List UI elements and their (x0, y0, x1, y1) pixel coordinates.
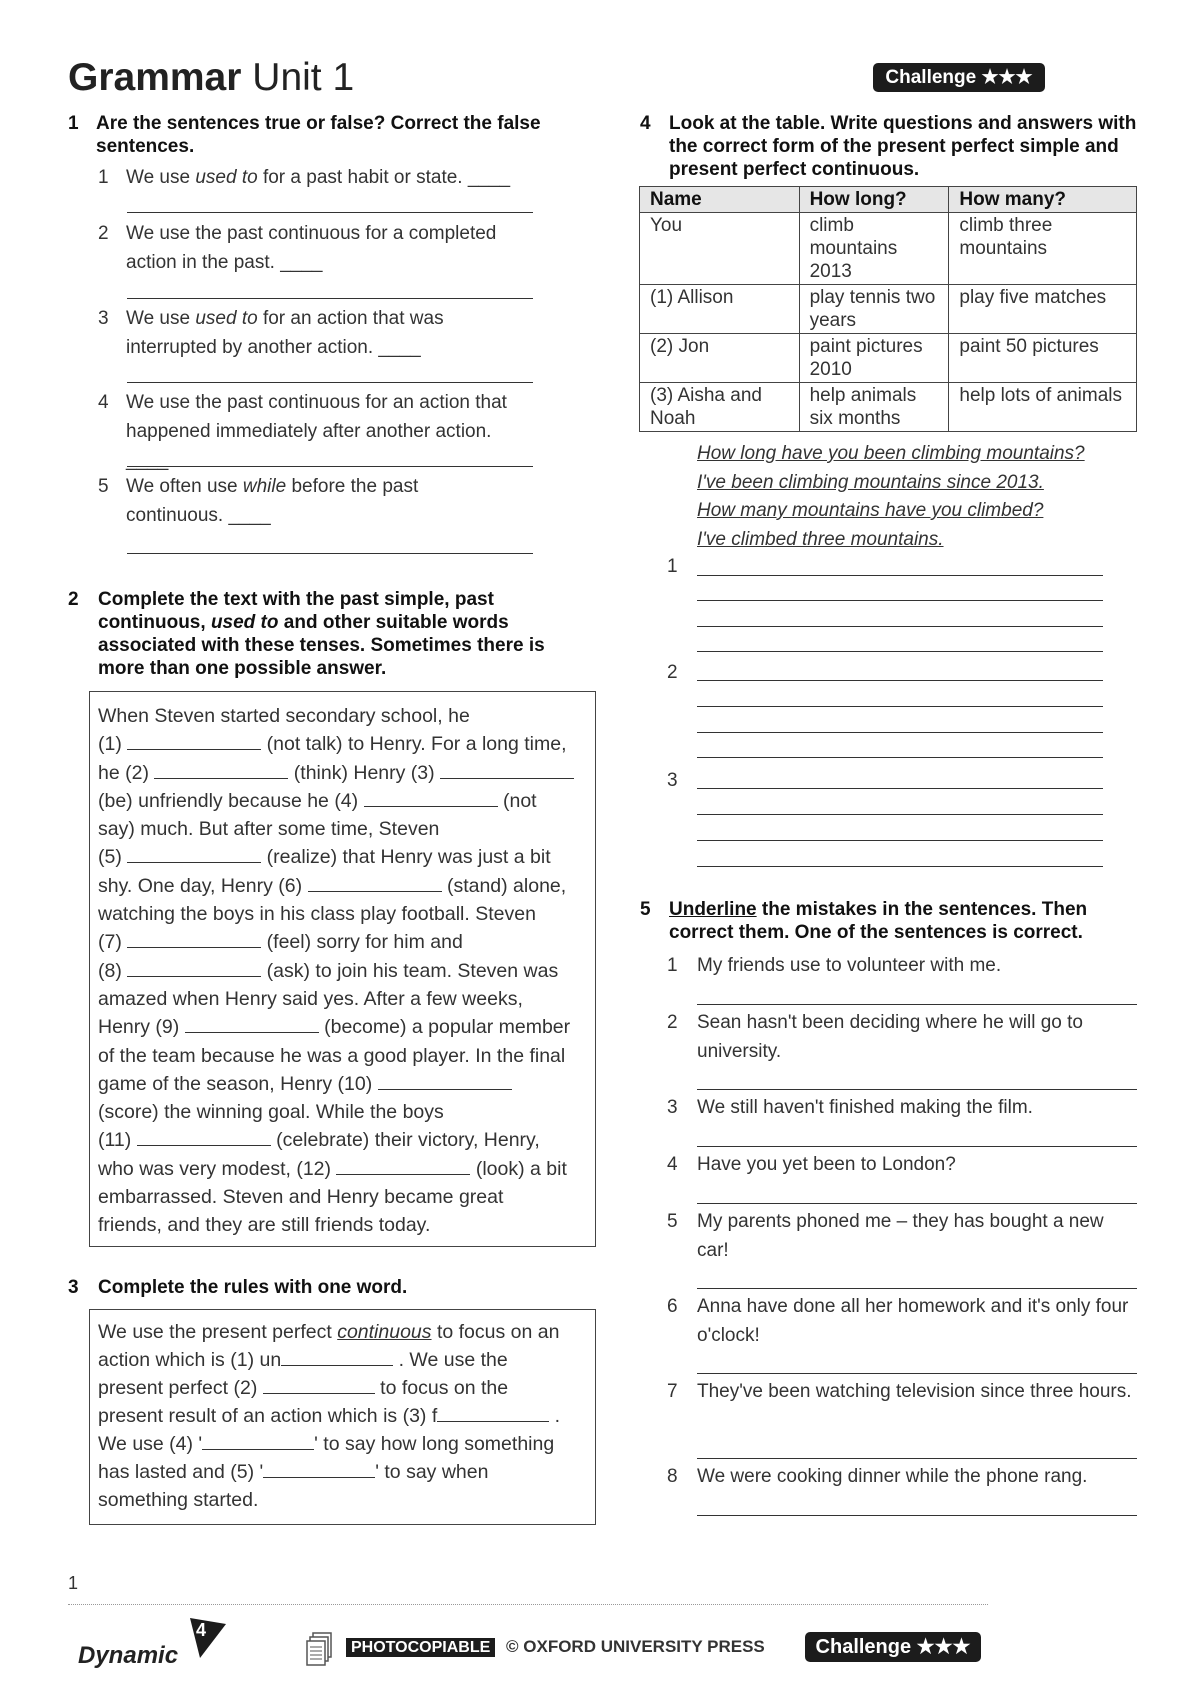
ex5-answer-line[interactable] (697, 1373, 1137, 1374)
ex5-item (667, 1150, 1137, 1179)
ex4-answer-number: 1 (667, 556, 678, 577)
ex1-answer-line[interactable] (127, 212, 533, 213)
ex3-text-line: present perfect (2) to focus on the (98, 1377, 509, 1399)
ex4-number: 4 (640, 113, 651, 134)
ex5-answer-line[interactable] (697, 1004, 1137, 1005)
ex2-gap[interactable] (308, 891, 442, 892)
ex5-item-number: 5 (667, 1211, 678, 1232)
ex1-item (98, 163, 518, 192)
ex3-number: 3 (68, 1277, 79, 1298)
title-bold: Grammar (68, 56, 242, 99)
ex2-number: 2 (68, 589, 79, 610)
ex1-item-text: We use the past continuous for a completed action in the past. ____ (126, 223, 497, 273)
ex4-answer-line[interactable] (697, 840, 1103, 841)
ex4-answer-line[interactable] (697, 575, 1103, 576)
ex5-answer-line[interactable] (697, 1203, 1137, 1204)
ex2-gap[interactable] (127, 947, 261, 948)
ex3-rules-box (89, 1309, 596, 1525)
ex4-answer-line[interactable] (697, 651, 1103, 652)
ex2-instruction: Complete the text with the past simple, past continuous, used to and other suitable words associated with these tenses. Sometimes there is more than one possible answer. (98, 589, 545, 679)
ex4-answer-line[interactable] (697, 788, 1103, 789)
ex1-answer-line[interactable] (127, 553, 533, 554)
ex1-answer-line[interactable] (127, 382, 533, 383)
ex3-gap[interactable] (263, 1477, 375, 1478)
footer-divider (68, 1604, 988, 1605)
photocopiable-label: PHOTOCOPIABLE (346, 1638, 495, 1657)
ex5-item-number: 6 (667, 1296, 678, 1317)
ex4-column-header: How many? (949, 187, 1137, 213)
ex4-heading (640, 112, 1140, 181)
ex2-text-line: amazed when Henry said yes. After a few weeks, (98, 987, 523, 1010)
ex5-item-number: 4 (667, 1154, 678, 1175)
ex4-table-cell: (1) Allison (640, 285, 800, 334)
page-title (68, 56, 354, 100)
ex2-text-line: game of the season, Henry (10) (98, 1070, 595, 1098)
ex4-answer-number: 3 (667, 770, 678, 791)
ex2-text-line: (score) the winning goal. While the boys (98, 1101, 444, 1124)
ex4-answer-number: 2 (667, 662, 678, 683)
footer-copyright (346, 1637, 765, 1657)
ex4-table-cell: play tennis two years (799, 285, 949, 334)
ex2-text-line: (8) (ask) to join his team. Steven was (98, 959, 559, 982)
ex1-item (98, 219, 518, 277)
ex3-text-line: present result of an action which is (3) f . (98, 1405, 561, 1427)
title-rest: Unit 1 (252, 56, 355, 99)
ex4-answer-line[interactable] (697, 757, 1103, 758)
ex4-table-cell: paint 50 pictures (949, 334, 1137, 383)
ex5-item (667, 1377, 1137, 1406)
ex3-gap[interactable] (202, 1449, 314, 1450)
ex2-gap[interactable] (440, 778, 574, 779)
ex1-item-text: We use the past continuous for an action that happened immediately after another action. ____ (126, 392, 507, 471)
ex4-table-cell: help animals six months (799, 383, 949, 432)
ex2-text-box (89, 691, 596, 1247)
footer-challenge-badge: Challenge ★★★ (805, 1632, 981, 1662)
ex4-answer-line[interactable] (697, 600, 1103, 601)
ex4-table-cell: help lots of animals (949, 383, 1137, 432)
ex1-item-number: 1 (98, 167, 109, 188)
ex2-text-line: When Steven started secondary school, he (98, 705, 470, 727)
copyright-text: © OXFORD UNIVERSITY PRESS (506, 1637, 765, 1656)
ex4-column-header: Name (640, 187, 800, 213)
ex5-item-text: Have you yet been to London? (697, 1154, 956, 1175)
ex3-gap[interactable] (281, 1365, 393, 1366)
page-number: 1 (68, 1573, 79, 1593)
ex1-item-number: 4 (98, 392, 109, 413)
ex3-heading (68, 1276, 568, 1299)
ex5-item-text: They've been watching television since three hours. (697, 1381, 1132, 1402)
ex1-item-text: We use used to for an action that was interrupted by another action. ____ (126, 308, 444, 358)
ex1-instruction: Are the sentences true or false? Correct the false sentences. (96, 113, 541, 157)
ex1-item (98, 388, 538, 475)
ex4-table-cell: (2) Jon (640, 334, 800, 383)
ex2-gap[interactable] (154, 778, 288, 779)
ex2-text-line: he (2) (think) Henry (3) (98, 759, 595, 787)
ex3-text-line: We use (4) ' ' to say how long something (98, 1433, 555, 1455)
ex5-item-number: 7 (667, 1381, 678, 1402)
ex4-example-line: I've been climbing mountains since 2013. (697, 471, 1044, 493)
ex4-table-row (640, 213, 1137, 285)
ex5-item-number: 2 (667, 1012, 678, 1033)
ex2-gap[interactable] (364, 806, 498, 807)
ex4-table-cell: play five matches (949, 285, 1137, 334)
ex2-gap[interactable] (185, 1032, 319, 1033)
ex2-gap[interactable] (378, 1089, 512, 1090)
ex1-item (98, 472, 518, 530)
ex5-item (667, 951, 1137, 980)
ex5-item-text: We were cooking dinner while the phone rang. (697, 1466, 1088, 1487)
ex2-gap[interactable] (137, 1145, 271, 1146)
ex2-text-line: watching the boys in his class play football. Steven (98, 903, 536, 926)
ex4-table-cell: paint pictures 2010 (799, 334, 949, 383)
ex4-table-cell: (3) Aisha and Noah (640, 383, 800, 432)
ex5-instruction: Underline the mistakes in the sentences. Then correct them. One of the sentences is correct. (669, 899, 1088, 943)
ex2-text-line: (5) (realize) that Henry was just a bit (98, 846, 551, 869)
ex5-item-number: 3 (667, 1097, 678, 1118)
ex4-example-line: How long have you been climbing mountains? (697, 443, 1085, 464)
ex5-answer-line[interactable] (697, 1089, 1137, 1090)
ex2-text-line: (be) unfriendly because he (4) (not (98, 789, 537, 812)
ex5-answer-line[interactable] (697, 1146, 1137, 1147)
ex4-answer-line[interactable] (697, 626, 1103, 627)
dynamic-logo-number: 4 (196, 1620, 207, 1640)
ex5-item-text: My friends use to volunteer with me. (697, 955, 1002, 976)
ex4-answer-line[interactable] (697, 866, 1103, 867)
ex2-text-line: (11) (celebrate) their victory, Henry, (98, 1129, 540, 1152)
ex2-text-line: (7) (feel) sorry for him and (98, 931, 463, 954)
ex4-answer-line[interactable] (697, 732, 1103, 733)
ex1-item-text: We often use while before the past continuous. ____ (126, 476, 419, 526)
ex2-text (90, 692, 595, 1240)
ex1-heading (68, 112, 548, 158)
ex5-item-text: Anna have done all her homework and it's only four o'clock! (697, 1296, 1129, 1346)
ex2-gap[interactable] (336, 1174, 470, 1175)
ex4-table (639, 186, 1137, 432)
ex4-table-row (640, 285, 1137, 334)
ex4-examples (697, 440, 1085, 554)
ex3-text-line: We use the present perfect continuous to focus on an (98, 1321, 560, 1343)
ex5-item (667, 1207, 1137, 1265)
dynamic-logo (78, 1614, 228, 1670)
ex4-table-header (640, 187, 1137, 213)
ex1-number: 1 (68, 113, 79, 134)
ex2-gap[interactable] (127, 976, 261, 977)
ex2-heading (68, 588, 568, 680)
ex5-item-text: Sean hasn't been deciding where he will go to university. (697, 1012, 1084, 1062)
photocopy-icon (305, 1632, 333, 1673)
challenge-badge: Challenge ★★★ (873, 63, 1045, 92)
ex2-text-line: (1) (not talk) to Henry. For a long time, (98, 733, 567, 756)
ex4-table-cell: You (640, 213, 800, 285)
ex5-heading (640, 898, 1140, 944)
ex3-text (90, 1310, 595, 1514)
ex4-table-cell: climb mountains 2013 (799, 213, 949, 285)
ex5-item-number: 1 (667, 955, 678, 976)
ex4-answer-line[interactable] (697, 814, 1103, 815)
ex5-item (667, 1093, 1137, 1122)
ex1-answer-line[interactable] (127, 298, 533, 299)
ex4-table-row (640, 383, 1137, 432)
ex4-column-header: How long? (799, 187, 949, 213)
ex4-example-line: I've climbed three mountains. (697, 528, 944, 550)
ex2-text-line: shy. One day, Henry (6) (stand) alone, (98, 874, 567, 897)
ex5-item-number: 8 (667, 1466, 678, 1487)
ex5-answer-line[interactable] (697, 1515, 1137, 1516)
ex5-item (667, 1008, 1137, 1066)
ex4-answer-line[interactable] (697, 706, 1103, 707)
ex2-text-line: say) much. But after some time, Steven (98, 818, 440, 841)
ex2-gap[interactable] (127, 862, 261, 863)
ex4-table-row (640, 334, 1137, 383)
ex2-gap[interactable] (127, 749, 261, 750)
ex5-answer-line[interactable] (697, 1288, 1137, 1289)
ex2-text-line: Henry (9) (become) a popular member (98, 1016, 571, 1039)
ex3-gap[interactable] (263, 1393, 375, 1394)
dynamic-logo-text: Dynamic (78, 1642, 179, 1669)
ex5-number: 5 (640, 899, 651, 920)
ex1-item (98, 304, 518, 362)
ex2-text-line: friends, and they are still friends today. (98, 1214, 431, 1237)
ex4-example-line: How many mountains have you climbed? (697, 500, 1044, 521)
ex4-instruction: Look at the table. Write questions and answers with the correct form of the present perfect simple and present perfect continuous. (669, 113, 1137, 180)
ex1-item-text: We use used to for a past habit or state. ____ (126, 167, 511, 188)
ex1-item-number: 5 (98, 476, 109, 497)
ex5-item (667, 1462, 1137, 1491)
ex3-instruction: Complete the rules with one word. (98, 1277, 408, 1298)
ex3-text-line: something started. (98, 1489, 259, 1511)
ex4-table-cell: climb three mountains (949, 213, 1137, 285)
ex3-text-line: has lasted and (5) ' ' to say when (98, 1461, 489, 1483)
ex5-item (667, 1292, 1137, 1350)
ex1-item-number: 3 (98, 308, 109, 329)
ex5-item-text: My parents phoned me – they has bought a new car! (697, 1211, 1104, 1261)
ex1-item-number: 2 (98, 223, 109, 244)
ex4-answer-line[interactable] (697, 680, 1103, 681)
ex4-table-wrap (639, 186, 1137, 432)
ex5-item-text: We still haven't finished making the film. (697, 1097, 1033, 1118)
ex2-text-line: embarrassed. Steven and Henry became great (98, 1186, 504, 1209)
ex1-answer-line[interactable] (127, 466, 533, 467)
ex2-text-line: of the team because he was a good player. In the final (98, 1044, 566, 1067)
ex2-text-line: who was very modest, (12) (look) a bit (98, 1157, 567, 1180)
ex3-text-line: action which is (1) un . We use the (98, 1349, 508, 1371)
ex3-gap[interactable] (437, 1421, 549, 1422)
ex5-answer-line[interactable] (697, 1458, 1137, 1459)
